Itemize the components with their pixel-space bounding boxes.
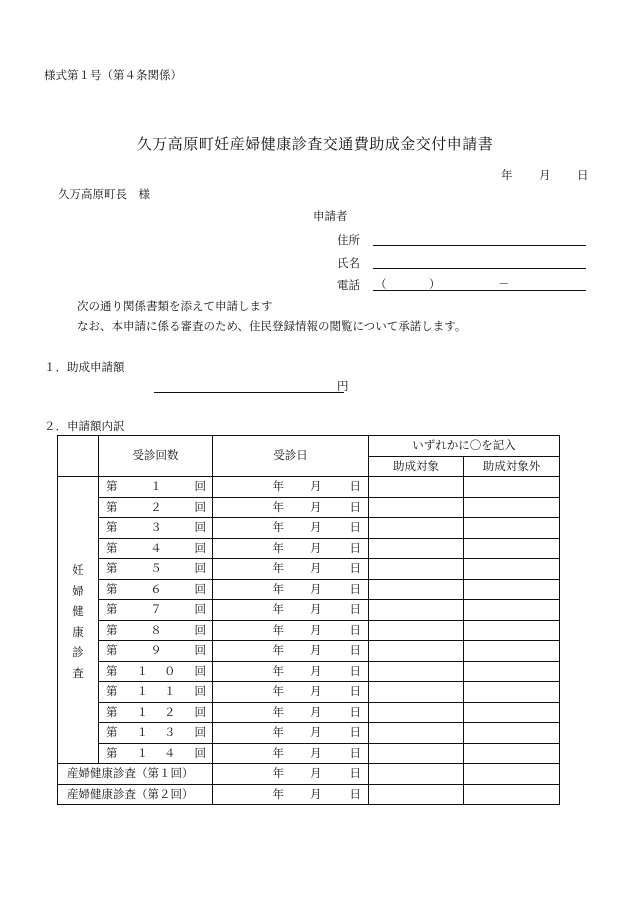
eligible-mark-cell[interactable] — [369, 682, 464, 703]
day-unit: 日 — [349, 663, 361, 678]
visit-date-cell[interactable] — [213, 764, 369, 785]
eligible-mark-cell[interactable] — [369, 559, 464, 580]
header-mark-instruction: いずれかに〇を記入 — [369, 436, 560, 457]
day-unit: 日 — [349, 684, 361, 698]
statement-consent: なお、本申請に係る審査のため、住民登録情報の閲覧について承諾します。 — [77, 319, 467, 333]
visit-count-cell — [99, 518, 213, 539]
visit-prefix: 第 — [106, 499, 118, 514]
page-title: 久万高原町妊産婦健康診査交通費助成金交付申請書 — [136, 135, 494, 153]
date-day-label: 日 — [577, 168, 589, 182]
visit-number: １０ — [136, 663, 192, 678]
visit-number: ４ — [150, 540, 178, 555]
visit-count-cell — [99, 559, 213, 580]
not-eligible-mark-cell[interactable] — [464, 497, 560, 518]
visit-date-cell[interactable] — [213, 641, 369, 662]
checkup-group-char: 診 — [72, 645, 84, 659]
date-year-label: 年 — [501, 168, 513, 182]
table-row — [58, 559, 560, 580]
not-eligible-mark-cell[interactable] — [464, 518, 560, 539]
day-unit: 日 — [349, 766, 361, 780]
visit-prefix: 第 — [106, 643, 118, 657]
address-label: 住所 — [337, 233, 360, 247]
year-unit: 年 — [272, 561, 284, 575]
table-row — [58, 518, 560, 539]
year-unit: 年 — [272, 684, 284, 698]
visit-prefix: 第 — [106, 479, 118, 493]
visit-suffix: 回 — [194, 622, 206, 637]
header-not-eligible: 助成対象外 — [464, 456, 560, 477]
header-visit-count: 受診回数 — [99, 436, 213, 477]
visit-suffix: 回 — [194, 499, 206, 514]
visit-count-cell — [99, 600, 213, 621]
visit-prefix: 第 — [106, 622, 118, 637]
table-row — [58, 702, 560, 723]
day-unit: 日 — [349, 602, 361, 616]
visit-prefix: 第 — [106, 540, 118, 555]
checkup-group-char: 査 — [72, 665, 84, 680]
visit-prefix: 第 — [106, 745, 118, 760]
eligible-mark-cell[interactable] — [369, 702, 464, 723]
month-unit: 月 — [310, 499, 322, 514]
month-unit: 月 — [310, 725, 322, 739]
year-unit: 年 — [272, 745, 284, 760]
month-unit: 月 — [310, 684, 322, 698]
eligible-mark-cell[interactable] — [369, 641, 464, 662]
name-label: 氏名 — [337, 256, 360, 270]
phone-dash: － — [498, 277, 510, 291]
month-unit: 月 — [310, 581, 322, 596]
not-eligible-mark-cell[interactable] — [464, 600, 560, 621]
address-field[interactable] — [373, 231, 586, 246]
visit-count-cell — [99, 477, 213, 498]
year-unit: 年 — [272, 704, 284, 719]
day-unit: 日 — [349, 540, 361, 555]
visit-prefix: 第 — [106, 581, 118, 596]
day-unit: 日 — [349, 581, 361, 596]
visit-suffix: 回 — [194, 540, 206, 555]
month-unit: 月 — [310, 540, 322, 555]
visit-count-cell — [99, 682, 213, 703]
day-unit: 日 — [349, 725, 361, 739]
month-unit: 月 — [310, 786, 322, 801]
phone-close-paren: ） — [429, 277, 441, 291]
section2-heading: ２．申請額内訳 — [44, 419, 125, 433]
day-unit: 日 — [349, 643, 361, 657]
visit-date-cell[interactable] — [213, 559, 369, 580]
not-eligible-mark-cell[interactable] — [464, 641, 560, 662]
eligible-mark-cell[interactable] — [369, 518, 464, 539]
not-eligible-mark-cell[interactable] — [464, 784, 560, 805]
eligible-mark-cell[interactable] — [369, 620, 464, 641]
breakdown-table — [57, 435, 560, 805]
table-row — [58, 641, 560, 662]
postnatal-checkup-label: 産婦健康診査（第１回） — [58, 764, 213, 785]
postnatal-checkup-label: 産婦健康診査（第２回） — [58, 784, 213, 805]
visit-date-cell[interactable] — [213, 600, 369, 621]
form-number: 様式第１号（第４条関係） — [44, 68, 182, 82]
applicant-label: 申請者 — [313, 209, 348, 223]
visit-count-cell — [99, 538, 213, 559]
table-row — [58, 620, 560, 641]
year-unit: 年 — [272, 499, 284, 514]
table-row — [58, 600, 560, 621]
visit-suffix: 回 — [194, 561, 206, 575]
visit-suffix: 回 — [194, 745, 206, 760]
visit-date-cell[interactable] — [213, 518, 369, 539]
table-row — [58, 784, 560, 805]
visit-suffix: 回 — [194, 704, 206, 719]
month-unit: 月 — [310, 745, 322, 760]
not-eligible-mark-cell[interactable] — [464, 723, 560, 744]
year-unit: 年 — [272, 786, 284, 801]
visit-date-cell[interactable] — [213, 682, 369, 703]
visit-number: ９ — [150, 643, 178, 657]
day-unit: 日 — [349, 745, 361, 760]
table-row — [58, 682, 560, 703]
month-unit: 月 — [310, 643, 322, 657]
header-eligible: 助成対象 — [369, 456, 464, 477]
year-unit: 年 — [272, 725, 284, 739]
visit-number: １２ — [136, 704, 192, 719]
month-unit: 月 — [310, 602, 322, 616]
eligible-mark-cell[interactable] — [369, 661, 464, 682]
visit-prefix: 第 — [106, 520, 118, 534]
phone-field[interactable] — [373, 276, 586, 291]
not-eligible-mark-cell[interactable] — [464, 579, 560, 600]
visit-number: １１ — [136, 684, 192, 698]
checkup-group-char: 健 — [72, 604, 84, 618]
month-unit: 月 — [310, 622, 322, 637]
year-unit: 年 — [272, 479, 284, 493]
visit-prefix: 第 — [106, 684, 118, 698]
eligible-mark-cell[interactable] — [369, 600, 464, 621]
visit-prefix: 第 — [106, 561, 118, 575]
year-unit: 年 — [272, 622, 284, 637]
visit-number: １４ — [136, 745, 192, 760]
visit-suffix: 回 — [194, 602, 206, 616]
visit-suffix: 回 — [194, 663, 206, 678]
table-row — [58, 723, 560, 744]
month-unit: 月 — [310, 766, 322, 780]
checkup-group-char: 康 — [72, 624, 84, 639]
year-unit: 年 — [272, 581, 284, 596]
visit-number: ６ — [150, 581, 178, 596]
visit-number: ３ — [150, 520, 178, 534]
eligible-mark-cell[interactable] — [369, 497, 464, 518]
visit-suffix: 回 — [194, 520, 206, 534]
day-unit: 日 — [349, 499, 361, 514]
visit-prefix: 第 — [106, 663, 118, 678]
visit-count-cell — [99, 723, 213, 744]
day-unit: 日 — [349, 704, 361, 719]
table-row — [58, 764, 560, 785]
checkup-group-char: 妊 — [72, 563, 84, 577]
eligible-mark-cell[interactable] — [369, 723, 464, 744]
not-eligible-mark-cell[interactable] — [464, 682, 560, 703]
visit-suffix: 回 — [194, 725, 206, 739]
month-unit: 月 — [310, 704, 322, 719]
visit-date-cell[interactable] — [213, 723, 369, 744]
month-unit: 月 — [310, 479, 322, 493]
visit-date-cell[interactable] — [213, 743, 369, 764]
visit-number: ２ — [150, 499, 178, 514]
visit-count-cell — [99, 641, 213, 662]
table-row — [58, 579, 560, 600]
not-eligible-mark-cell[interactable] — [464, 538, 560, 559]
phone-open-paren: （ — [375, 277, 387, 291]
table-row — [58, 661, 560, 682]
visit-date-cell[interactable] — [213, 477, 369, 498]
not-eligible-mark-cell[interactable] — [464, 764, 560, 785]
checkup-group-label — [58, 477, 99, 764]
day-unit: 日 — [349, 479, 361, 493]
eligible-mark-cell[interactable] — [369, 784, 464, 805]
eligible-mark-cell[interactable] — [369, 477, 464, 498]
visit-count-cell — [99, 497, 213, 518]
eligible-mark-cell[interactable] — [369, 743, 464, 764]
checkup-group-char: 婦 — [72, 583, 84, 598]
visit-suffix: 回 — [194, 479, 206, 493]
month-unit: 月 — [310, 561, 322, 575]
eligible-mark-cell[interactable] — [369, 579, 464, 600]
visit-number: ５ — [150, 561, 178, 575]
name-field[interactable] — [373, 254, 586, 269]
not-eligible-mark-cell[interactable] — [464, 702, 560, 723]
visit-number: １ — [150, 479, 178, 493]
addressee: 久万高原町長 様 — [58, 187, 150, 201]
table-row — [58, 743, 560, 764]
visit-prefix: 第 — [106, 725, 118, 739]
eligible-mark-cell[interactable] — [369, 538, 464, 559]
visit-number: ７ — [150, 602, 178, 616]
visit-date-cell[interactable] — [213, 538, 369, 559]
month-unit: 月 — [310, 520, 322, 534]
year-unit: 年 — [272, 663, 284, 678]
visit-date-cell[interactable] — [213, 579, 369, 600]
visit-date-cell[interactable] — [213, 661, 369, 682]
day-unit: 日 — [349, 520, 361, 534]
visit-suffix: 回 — [194, 643, 206, 657]
visit-suffix: 回 — [194, 684, 206, 698]
eligible-mark-cell[interactable] — [369, 764, 464, 785]
visit-suffix: 回 — [194, 581, 206, 596]
table-row — [58, 477, 560, 498]
year-unit: 年 — [272, 520, 284, 534]
visit-date-cell[interactable] — [213, 620, 369, 641]
day-unit: 日 — [349, 561, 361, 575]
day-unit: 日 — [349, 622, 361, 637]
visit-count-cell — [99, 743, 213, 764]
not-eligible-mark-cell[interactable] — [464, 743, 560, 764]
visit-count-cell — [99, 661, 213, 682]
statement-attach: 次の通り関係書類を添えて申請します — [77, 299, 273, 313]
day-unit: 日 — [349, 786, 361, 801]
not-eligible-mark-cell[interactable] — [464, 620, 560, 641]
section1-heading: １．助成申請額 — [44, 360, 125, 374]
visit-number: １３ — [136, 725, 192, 739]
date-month-label: 月 — [539, 168, 551, 182]
table-row — [58, 538, 560, 559]
not-eligible-mark-cell[interactable] — [464, 661, 560, 682]
visit-date-cell[interactable] — [213, 702, 369, 723]
not-eligible-mark-cell[interactable] — [464, 559, 560, 580]
month-unit: 月 — [310, 663, 322, 678]
visit-date-cell[interactable] — [213, 784, 369, 805]
amount-field[interactable] — [154, 378, 344, 393]
year-unit: 年 — [272, 602, 284, 616]
not-eligible-mark-cell[interactable] — [464, 477, 560, 498]
header-visit-date: 受診日 — [213, 436, 369, 477]
visit-count-cell — [99, 579, 213, 600]
year-unit: 年 — [272, 766, 284, 780]
visit-count-cell — [99, 620, 213, 641]
visit-date-cell[interactable] — [213, 497, 369, 518]
amount-unit: 円 — [337, 379, 349, 393]
year-unit: 年 — [272, 643, 284, 657]
visit-prefix: 第 — [106, 602, 118, 616]
table-row — [58, 497, 560, 518]
phone-label: 電話 — [337, 278, 360, 292]
header-corner — [58, 436, 99, 477]
visit-prefix: 第 — [106, 704, 118, 719]
year-unit: 年 — [272, 540, 284, 555]
visit-number: ８ — [150, 622, 178, 637]
visit-count-cell — [99, 702, 213, 723]
